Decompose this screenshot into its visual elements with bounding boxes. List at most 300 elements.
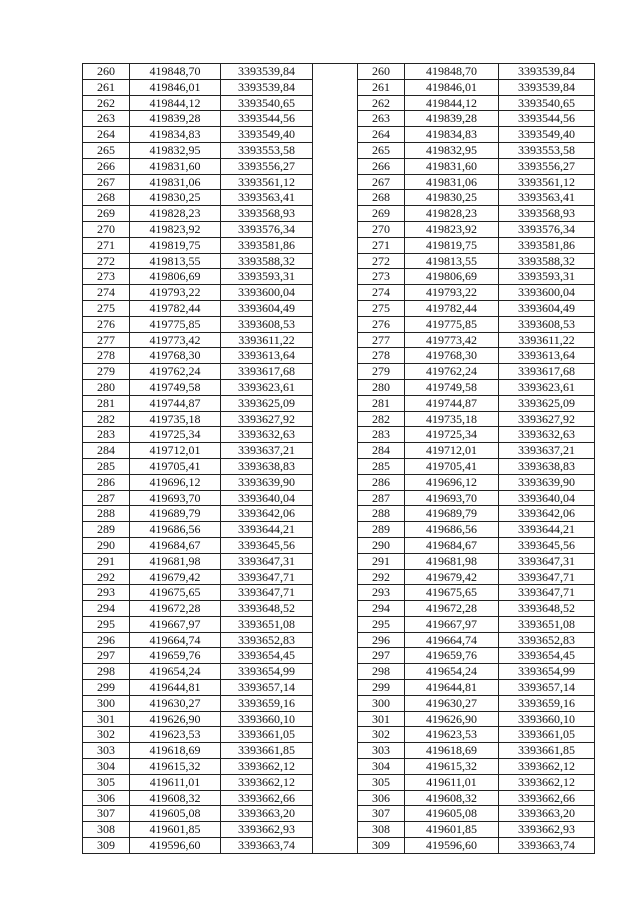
column-gap <box>313 206 358 222</box>
right-point-number-cell: 271 <box>358 237 405 253</box>
right-point-number-cell: 274 <box>358 285 405 301</box>
left-x-coordinate-cell: 419831,06 <box>130 174 221 190</box>
left-point-number-cell: 274 <box>83 285 130 301</box>
right-y-coordinate-cell: 3393657,14 <box>499 680 595 696</box>
right-y-coordinate-cell: 3393563,41 <box>499 190 595 206</box>
column-gap <box>313 395 358 411</box>
right-x-coordinate-cell: 419819,75 <box>405 237 499 253</box>
left-x-coordinate-cell: 419844,12 <box>130 95 221 111</box>
right-point-number-cell: 276 <box>358 316 405 332</box>
right-point-number-cell: 261 <box>358 79 405 95</box>
left-y-coordinate-cell: 3393657,14 <box>221 680 313 696</box>
right-point-number-cell: 297 <box>358 648 405 664</box>
right-x-coordinate-cell: 419618,69 <box>405 743 499 759</box>
left-y-coordinate-cell: 3393654,45 <box>221 648 313 664</box>
column-gap <box>313 838 358 854</box>
table-row <box>83 190 595 206</box>
table-row <box>83 695 595 711</box>
right-point-number-cell: 291 <box>358 553 405 569</box>
right-point-number-cell: 282 <box>358 411 405 427</box>
left-x-coordinate-cell: 419623,53 <box>130 727 221 743</box>
right-y-coordinate-cell: 3393660,10 <box>499 711 595 727</box>
left-y-coordinate-cell: 3393662,66 <box>221 790 313 806</box>
left-x-coordinate-cell: 419819,75 <box>130 237 221 253</box>
left-y-coordinate-cell: 3393642,06 <box>221 506 313 522</box>
right-point-number-cell: 292 <box>358 569 405 585</box>
table-row <box>83 332 595 348</box>
column-gap <box>313 664 358 680</box>
left-x-coordinate-cell: 419735,18 <box>130 411 221 427</box>
table-row <box>83 285 595 301</box>
left-y-coordinate-cell: 3393627,92 <box>221 411 313 427</box>
right-point-number-cell: 277 <box>358 332 405 348</box>
left-x-coordinate-cell: 419749,58 <box>130 379 221 395</box>
left-point-number-cell: 306 <box>83 790 130 806</box>
right-x-coordinate-cell: 419773,42 <box>405 332 499 348</box>
left-point-number-cell: 277 <box>83 332 130 348</box>
right-y-coordinate-cell: 3393651,08 <box>499 616 595 632</box>
right-x-coordinate-cell: 419762,24 <box>405 364 499 380</box>
left-point-number-cell: 268 <box>83 190 130 206</box>
left-y-coordinate-cell: 3393563,41 <box>221 190 313 206</box>
column-gap <box>313 774 358 790</box>
left-point-number-cell: 284 <box>83 443 130 459</box>
right-point-number-cell: 279 <box>358 364 405 380</box>
right-y-coordinate-cell: 3393617,68 <box>499 364 595 380</box>
table-row <box>83 474 595 490</box>
column-gap <box>313 695 358 711</box>
left-point-number-cell: 302 <box>83 727 130 743</box>
left-point-number-cell: 279 <box>83 364 130 380</box>
right-x-coordinate-cell: 419775,85 <box>405 316 499 332</box>
left-point-number-cell: 281 <box>83 395 130 411</box>
left-x-coordinate-cell: 419848,70 <box>130 64 221 80</box>
right-y-coordinate-cell: 3393662,93 <box>499 822 595 838</box>
table-row <box>83 774 595 790</box>
column-gap <box>313 142 358 158</box>
left-x-coordinate-cell: 419744,87 <box>130 395 221 411</box>
column-gap <box>313 680 358 696</box>
table-row <box>83 427 595 443</box>
right-point-number-cell: 289 <box>358 522 405 538</box>
right-x-coordinate-cell: 419735,18 <box>405 411 499 427</box>
right-y-coordinate-cell: 3393581,86 <box>499 237 595 253</box>
left-point-number-cell: 264 <box>83 127 130 143</box>
left-x-coordinate-cell: 419793,22 <box>130 285 221 301</box>
left-point-number-cell: 265 <box>83 142 130 158</box>
right-y-coordinate-cell: 3393600,04 <box>499 285 595 301</box>
right-x-coordinate-cell: 419644,81 <box>405 680 499 696</box>
column-gap <box>313 364 358 380</box>
table-row <box>83 411 595 427</box>
left-x-coordinate-cell: 419615,32 <box>130 759 221 775</box>
left-x-coordinate-cell: 419813,55 <box>130 253 221 269</box>
left-y-coordinate-cell: 3393556,27 <box>221 158 313 174</box>
column-gap <box>313 379 358 395</box>
right-y-coordinate-cell: 3393652,83 <box>499 632 595 648</box>
right-x-coordinate-cell: 419725,34 <box>405 427 499 443</box>
right-x-coordinate-cell: 419712,01 <box>405 443 499 459</box>
right-point-number-cell: 270 <box>358 221 405 237</box>
left-x-coordinate-cell: 419686,56 <box>130 522 221 538</box>
left-y-coordinate-cell: 3393593,31 <box>221 269 313 285</box>
right-y-coordinate-cell: 3393659,16 <box>499 695 595 711</box>
right-y-coordinate-cell: 3393568,93 <box>499 206 595 222</box>
left-y-coordinate-cell: 3393581,86 <box>221 237 313 253</box>
right-y-coordinate-cell: 3393645,56 <box>499 537 595 553</box>
left-point-number-cell: 305 <box>83 774 130 790</box>
table-row <box>83 95 595 111</box>
left-point-number-cell: 270 <box>83 221 130 237</box>
left-x-coordinate-cell: 419611,01 <box>130 774 221 790</box>
table-row <box>83 616 595 632</box>
left-x-coordinate-cell: 419696,12 <box>130 474 221 490</box>
left-x-coordinate-cell: 419725,34 <box>130 427 221 443</box>
column-gap <box>313 806 358 822</box>
left-point-number-cell: 278 <box>83 348 130 364</box>
table-row <box>83 806 595 822</box>
right-point-number-cell: 262 <box>358 95 405 111</box>
coordinate-table <box>82 63 595 854</box>
column-gap <box>313 790 358 806</box>
right-x-coordinate-cell: 419834,83 <box>405 127 499 143</box>
column-gap <box>313 458 358 474</box>
left-point-number-cell: 296 <box>83 632 130 648</box>
column-gap <box>313 743 358 759</box>
coordinate-table-body <box>83 64 595 854</box>
column-gap <box>313 127 358 143</box>
right-x-coordinate-cell: 419605,08 <box>405 806 499 822</box>
right-point-number-cell: 296 <box>358 632 405 648</box>
right-y-coordinate-cell: 3393639,90 <box>499 474 595 490</box>
right-y-coordinate-cell: 3393540,65 <box>499 95 595 111</box>
right-x-coordinate-cell: 419630,27 <box>405 695 499 711</box>
table-row <box>83 490 595 506</box>
right-point-number-cell: 300 <box>358 695 405 711</box>
left-x-coordinate-cell: 419828,23 <box>130 206 221 222</box>
right-x-coordinate-cell: 419675,65 <box>405 585 499 601</box>
right-y-coordinate-cell: 3393549,40 <box>499 127 595 143</box>
right-x-coordinate-cell: 419689,79 <box>405 506 499 522</box>
right-x-coordinate-cell: 419667,97 <box>405 616 499 632</box>
right-point-number-cell: 265 <box>358 142 405 158</box>
left-point-number-cell: 266 <box>83 158 130 174</box>
left-x-coordinate-cell: 419684,67 <box>130 537 221 553</box>
right-x-coordinate-cell: 419693,70 <box>405 490 499 506</box>
left-y-coordinate-cell: 3393659,16 <box>221 695 313 711</box>
left-point-number-cell: 260 <box>83 64 130 80</box>
column-gap <box>313 427 358 443</box>
left-y-coordinate-cell: 3393645,56 <box>221 537 313 553</box>
left-y-coordinate-cell: 3393576,34 <box>221 221 313 237</box>
right-y-coordinate-cell: 3393663,20 <box>499 806 595 822</box>
left-x-coordinate-cell: 419689,79 <box>130 506 221 522</box>
left-y-coordinate-cell: 3393544,56 <box>221 111 313 127</box>
table-row <box>83 443 595 459</box>
right-y-coordinate-cell: 3393588,32 <box>499 253 595 269</box>
right-x-coordinate-cell: 419659,76 <box>405 648 499 664</box>
left-point-number-cell: 269 <box>83 206 130 222</box>
right-point-number-cell: 295 <box>358 616 405 632</box>
left-x-coordinate-cell: 419644,81 <box>130 680 221 696</box>
column-gap <box>313 158 358 174</box>
left-y-coordinate-cell: 3393625,09 <box>221 395 313 411</box>
column-gap <box>313 79 358 95</box>
column-gap <box>313 522 358 538</box>
left-point-number-cell: 286 <box>83 474 130 490</box>
left-x-coordinate-cell: 419823,92 <box>130 221 221 237</box>
right-point-number-cell: 272 <box>358 253 405 269</box>
left-point-number-cell: 275 <box>83 300 130 316</box>
left-y-coordinate-cell: 3393637,21 <box>221 443 313 459</box>
table-row <box>83 648 595 664</box>
right-y-coordinate-cell: 3393642,06 <box>499 506 595 522</box>
left-y-coordinate-cell: 3393662,12 <box>221 774 313 790</box>
left-point-number-cell: 304 <box>83 759 130 775</box>
left-y-coordinate-cell: 3393647,71 <box>221 569 313 585</box>
left-point-number-cell: 293 <box>83 585 130 601</box>
left-y-coordinate-cell: 3393617,68 <box>221 364 313 380</box>
right-y-coordinate-cell: 3393661,05 <box>499 727 595 743</box>
left-y-coordinate-cell: 3393661,85 <box>221 743 313 759</box>
left-point-number-cell: 267 <box>83 174 130 190</box>
right-point-number-cell: 309 <box>358 838 405 854</box>
right-y-coordinate-cell: 3393556,27 <box>499 158 595 174</box>
table-row <box>83 316 595 332</box>
table-row <box>83 632 595 648</box>
table-row <box>83 458 595 474</box>
table-row <box>83 727 595 743</box>
right-point-number-cell: 306 <box>358 790 405 806</box>
right-x-coordinate-cell: 419830,25 <box>405 190 499 206</box>
table-row <box>83 174 595 190</box>
right-y-coordinate-cell: 3393576,34 <box>499 221 595 237</box>
right-y-coordinate-cell: 3393608,53 <box>499 316 595 332</box>
left-y-coordinate-cell: 3393611,22 <box>221 332 313 348</box>
column-gap <box>313 632 358 648</box>
right-x-coordinate-cell: 419672,28 <box>405 601 499 617</box>
right-x-coordinate-cell: 419601,85 <box>405 822 499 838</box>
left-y-coordinate-cell: 3393654,99 <box>221 664 313 680</box>
table-row <box>83 743 595 759</box>
table-row <box>83 142 595 158</box>
left-y-coordinate-cell: 3393613,64 <box>221 348 313 364</box>
right-y-coordinate-cell: 3393648,52 <box>499 601 595 617</box>
column-gap <box>313 585 358 601</box>
left-y-coordinate-cell: 3393647,31 <box>221 553 313 569</box>
right-y-coordinate-cell: 3393662,12 <box>499 774 595 790</box>
left-x-coordinate-cell: 419775,85 <box>130 316 221 332</box>
left-y-coordinate-cell: 3393632,63 <box>221 427 313 443</box>
right-x-coordinate-cell: 419793,22 <box>405 285 499 301</box>
left-x-coordinate-cell: 419681,98 <box>130 553 221 569</box>
left-x-coordinate-cell: 419618,69 <box>130 743 221 759</box>
right-point-number-cell: 298 <box>358 664 405 680</box>
table-row <box>83 822 595 838</box>
left-x-coordinate-cell: 419773,42 <box>130 332 221 348</box>
right-y-coordinate-cell: 3393604,49 <box>499 300 595 316</box>
left-point-number-cell: 276 <box>83 316 130 332</box>
table-row <box>83 522 595 538</box>
left-y-coordinate-cell: 3393639,90 <box>221 474 313 490</box>
left-point-number-cell: 288 <box>83 506 130 522</box>
table-row <box>83 379 595 395</box>
column-gap <box>313 253 358 269</box>
left-point-number-cell: 291 <box>83 553 130 569</box>
right-point-number-cell: 283 <box>358 427 405 443</box>
right-x-coordinate-cell: 419831,60 <box>405 158 499 174</box>
table-row <box>83 221 595 237</box>
right-y-coordinate-cell: 3393647,31 <box>499 553 595 569</box>
left-point-number-cell: 282 <box>83 411 130 427</box>
table-row <box>83 64 595 80</box>
right-y-coordinate-cell: 3393647,71 <box>499 569 595 585</box>
right-y-coordinate-cell: 3393662,12 <box>499 759 595 775</box>
left-point-number-cell: 295 <box>83 616 130 632</box>
left-y-coordinate-cell: 3393662,93 <box>221 822 313 838</box>
right-x-coordinate-cell: 419615,32 <box>405 759 499 775</box>
right-y-coordinate-cell: 3393611,22 <box>499 332 595 348</box>
left-point-number-cell: 292 <box>83 569 130 585</box>
right-x-coordinate-cell: 419686,56 <box>405 522 499 538</box>
right-x-coordinate-cell: 419828,23 <box>405 206 499 222</box>
left-x-coordinate-cell: 419659,76 <box>130 648 221 664</box>
left-x-coordinate-cell: 419596,60 <box>130 838 221 854</box>
left-y-coordinate-cell: 3393652,83 <box>221 632 313 648</box>
left-y-coordinate-cell: 3393608,53 <box>221 316 313 332</box>
table-row <box>83 206 595 222</box>
table-row <box>83 348 595 364</box>
left-y-coordinate-cell: 3393640,04 <box>221 490 313 506</box>
right-y-coordinate-cell: 3393539,84 <box>499 79 595 95</box>
left-y-coordinate-cell: 3393661,05 <box>221 727 313 743</box>
left-x-coordinate-cell: 419832,95 <box>130 142 221 158</box>
left-point-number-cell: 285 <box>83 458 130 474</box>
right-x-coordinate-cell: 419681,98 <box>405 553 499 569</box>
left-point-number-cell: 273 <box>83 269 130 285</box>
left-y-coordinate-cell: 3393638,83 <box>221 458 313 474</box>
left-point-number-cell: 303 <box>83 743 130 759</box>
table-row <box>83 537 595 553</box>
right-x-coordinate-cell: 419608,32 <box>405 790 499 806</box>
left-y-coordinate-cell: 3393648,52 <box>221 601 313 617</box>
right-point-number-cell: 285 <box>358 458 405 474</box>
right-point-number-cell: 288 <box>358 506 405 522</box>
right-y-coordinate-cell: 3393625,09 <box>499 395 595 411</box>
left-x-coordinate-cell: 419830,25 <box>130 190 221 206</box>
left-x-coordinate-cell: 419679,42 <box>130 569 221 585</box>
left-point-number-cell: 307 <box>83 806 130 822</box>
right-x-coordinate-cell: 419844,12 <box>405 95 499 111</box>
table-row <box>83 395 595 411</box>
left-x-coordinate-cell: 419834,83 <box>130 127 221 143</box>
right-point-number-cell: 268 <box>358 190 405 206</box>
left-y-coordinate-cell: 3393623,61 <box>221 379 313 395</box>
column-gap <box>313 64 358 80</box>
left-point-number-cell: 298 <box>83 664 130 680</box>
left-x-coordinate-cell: 419664,74 <box>130 632 221 648</box>
left-point-number-cell: 271 <box>83 237 130 253</box>
right-y-coordinate-cell: 3393623,61 <box>499 379 595 395</box>
right-y-coordinate-cell: 3393644,21 <box>499 522 595 538</box>
left-point-number-cell: 287 <box>83 490 130 506</box>
table-row <box>83 664 595 680</box>
right-y-coordinate-cell: 3393638,83 <box>499 458 595 474</box>
left-point-number-cell: 308 <box>83 822 130 838</box>
right-x-coordinate-cell: 419664,74 <box>405 632 499 648</box>
table-row <box>83 253 595 269</box>
table-row <box>83 158 595 174</box>
right-x-coordinate-cell: 419654,24 <box>405 664 499 680</box>
table-row <box>83 506 595 522</box>
left-x-coordinate-cell: 419672,28 <box>130 601 221 617</box>
column-gap <box>313 300 358 316</box>
left-point-number-cell: 272 <box>83 253 130 269</box>
right-point-number-cell: 305 <box>358 774 405 790</box>
table-row <box>83 569 595 585</box>
left-y-coordinate-cell: 3393553,58 <box>221 142 313 158</box>
right-y-coordinate-cell: 3393544,56 <box>499 111 595 127</box>
left-x-coordinate-cell: 419806,69 <box>130 269 221 285</box>
right-y-coordinate-cell: 3393647,71 <box>499 585 595 601</box>
table-row <box>83 300 595 316</box>
left-y-coordinate-cell: 3393540,65 <box>221 95 313 111</box>
left-x-coordinate-cell: 419846,01 <box>130 79 221 95</box>
left-x-coordinate-cell: 419693,70 <box>130 490 221 506</box>
left-x-coordinate-cell: 419768,30 <box>130 348 221 364</box>
left-point-number-cell: 309 <box>83 838 130 854</box>
column-gap <box>313 95 358 111</box>
left-y-coordinate-cell: 3393600,04 <box>221 285 313 301</box>
right-point-number-cell: 263 <box>358 111 405 127</box>
table-row <box>83 601 595 617</box>
right-x-coordinate-cell: 419768,30 <box>405 348 499 364</box>
column-gap <box>313 506 358 522</box>
column-gap <box>313 553 358 569</box>
left-y-coordinate-cell: 3393539,84 <box>221 64 313 80</box>
table-row <box>83 79 595 95</box>
table-row <box>83 711 595 727</box>
left-point-number-cell: 299 <box>83 680 130 696</box>
right-y-coordinate-cell: 3393593,31 <box>499 269 595 285</box>
right-y-coordinate-cell: 3393663,74 <box>499 838 595 854</box>
left-y-coordinate-cell: 3393663,20 <box>221 806 313 822</box>
column-gap <box>313 601 358 617</box>
right-point-number-cell: 290 <box>358 537 405 553</box>
table-row <box>83 790 595 806</box>
left-point-number-cell: 262 <box>83 95 130 111</box>
column-gap <box>313 537 358 553</box>
left-x-coordinate-cell: 419762,24 <box>130 364 221 380</box>
left-x-coordinate-cell: 419712,01 <box>130 443 221 459</box>
right-point-number-cell: 284 <box>358 443 405 459</box>
left-y-coordinate-cell: 3393561,12 <box>221 174 313 190</box>
right-point-number-cell: 293 <box>358 585 405 601</box>
left-point-number-cell: 297 <box>83 648 130 664</box>
table-row <box>83 585 595 601</box>
right-point-number-cell: 287 <box>358 490 405 506</box>
left-y-coordinate-cell: 3393644,21 <box>221 522 313 538</box>
table-row <box>83 364 595 380</box>
right-x-coordinate-cell: 419782,44 <box>405 300 499 316</box>
right-y-coordinate-cell: 3393613,64 <box>499 348 595 364</box>
column-gap <box>313 616 358 632</box>
left-y-coordinate-cell: 3393662,12 <box>221 759 313 775</box>
right-point-number-cell: 302 <box>358 727 405 743</box>
column-gap <box>313 332 358 348</box>
table-row <box>83 838 595 854</box>
table-row <box>83 127 595 143</box>
